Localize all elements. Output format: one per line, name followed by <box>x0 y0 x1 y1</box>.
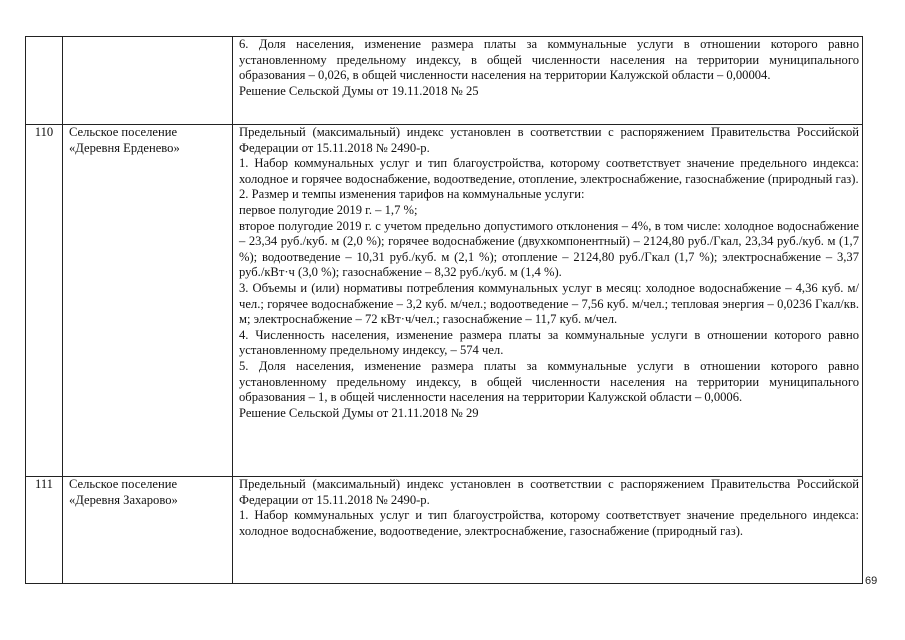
settlement-type: Сельское поселение <box>69 477 178 491</box>
paragraph: 6. Доля населения, изменение размера платы за коммунальные услуги в отношении которого равно установленному предельному индексу, в общей численности населения на территории муниципального образования – 0,026, в общей численности населения на территории Калужской области – 0,00004. <box>239 37 859 83</box>
paragraph: 1. Набор коммунальных услуг и тип благоустройства, которому соответствует значение предельного индекса: холодное и горячее водоснабжение, водоотведение, отопление, электроснабжение, газоснабжение (природный газ). <box>239 156 859 186</box>
settlement-cell <box>63 125 233 477</box>
decision-reference: Решение Сельской Думы от 19.11.2018 № 25 <box>239 83 479 98</box>
paragraph: 3. Объемы и (или) нормативы потребления коммунальных услуг в месяц: холодное водоснабжение – 4,36 куб. м/чел.; горячее водоснабжение – 3,2 куб. м/чел.; водоотведение – 7,56 куб. м/чел.; тепловая энергия – 0,0236 Гкал/кв. м; электроснабжение – 72 кВт·ч/чел.; газоснабжение – 11,7 куб. м/чел. <box>239 280 859 327</box>
paragraph: второе полугодие 2019 г. с учетом предельно допустимого отклонения – 4%, в том числе: холодное водоснабжение – 23,34 руб./куб. м (2,0 %); горячее водоснабжение (двухкомпонентный) – 2124,80 руб./Гкал, 23,34 руб./куб. м (1,7 %); водоотведение – 10,31 руб./куб. м (2,1 %); отопление – 2124,80 руб./Гкал (1,7 %); электроснабжение – 3,37 руб./кВт·ч (3,0 %); газоснабжение – 8,32 руб./куб. м (1,4 %). <box>239 218 859 280</box>
row-number-cell <box>26 125 63 477</box>
row-number-cell <box>26 477 63 584</box>
text-cell <box>233 37 863 125</box>
row-number: 111 <box>35 477 53 491</box>
settlement-name: «Деревня Захарово» <box>69 492 178 507</box>
paragraph: 2. Размер и темпы изменения тарифов на коммунальные услуги: <box>239 187 585 202</box>
table-row <box>26 37 863 125</box>
row-number: 110 <box>34 125 54 139</box>
paragraph: Предельный (максимальный) индекс установлен в соответствии с распоряжением Правительства Российской Федерации от 15.11.2018 № 2490-р. <box>239 125 859 155</box>
settlement-name: «Деревня Ерденево» <box>69 140 180 155</box>
paragraph: Предельный (максимальный) индекс установлен в соответствии с распоряжением Правительства Российской Федерации от 15.11.2018 № 2490-р. <box>239 477 859 507</box>
text-cell <box>233 477 863 584</box>
decision-reference: Решение Сельской Думы от 21.11.2018 № 29 <box>239 405 479 420</box>
settlement-cell <box>63 37 233 125</box>
page-number: 69 <box>865 575 878 587</box>
paragraph: 5. Доля населения, изменение размера платы за коммунальные услуги в отношении которого равно установленному предельному индексу, в общей численности населения на территории муниципального образования – 1, в общей численности населения на территории Калужской области – 0,0006. <box>239 358 859 405</box>
paragraph: 1. Набор коммунальных услуг и тип благоустройства, которому соответствует значение предельного индекса: холодное водоснабжение, водоотведение, электроснабжение, газоснабжение (природный газ). <box>239 508 859 538</box>
settlement-type: Сельское поселение <box>69 125 178 139</box>
index-table <box>25 36 863 584</box>
text-cell <box>233 125 863 477</box>
settlement-cell <box>63 477 233 584</box>
paragraph: 4. Численность населения, изменение размера платы за коммунальные услуги в отношении которого равно установленному предельному индексу, – 574 чел. <box>239 327 859 358</box>
table-row <box>26 477 863 584</box>
table-row <box>26 125 863 477</box>
paragraph: первое полугодие 2019 г. – 1,7 %; <box>239 202 418 217</box>
row-number-cell <box>26 37 63 125</box>
